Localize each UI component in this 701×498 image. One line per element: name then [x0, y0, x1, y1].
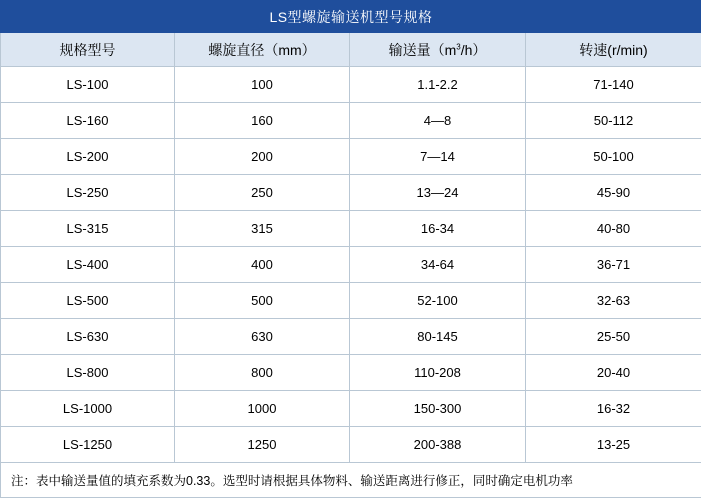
cell-model: LS-250 [1, 175, 175, 211]
table-note: 注：表中输送量值的填充系数为0.33。选型时请根据具体物料、输送距离进行修正，同时确定电机功率 [1, 463, 701, 498]
cell-diameter: 200 [175, 139, 350, 175]
cell-model: LS-400 [1, 247, 175, 283]
cell-diameter: 315 [175, 211, 350, 247]
cell-capacity: 1.1-2.2 [350, 67, 526, 103]
cell-diameter: 630 [175, 319, 350, 355]
column-header-diameter [175, 33, 350, 67]
cell-capacity: 34-64 [350, 247, 526, 283]
cell-speed: 50-112 [526, 103, 701, 139]
table-header-row [1, 33, 701, 67]
table-title-row [1, 1, 701, 33]
cell-diameter: 1000 [175, 391, 350, 427]
column-header-speed: 转速(r/min) [526, 33, 701, 67]
page-title: LS型螺旋输送机型号规格 [1, 1, 701, 33]
cell-speed: 71-140 [526, 67, 701, 103]
cell-speed: 20-40 [526, 355, 701, 391]
table-row [1, 139, 701, 175]
cell-capacity: 13—24 [350, 175, 526, 211]
cell-speed: 32-63 [526, 283, 701, 319]
cell-capacity: 7—14 [350, 139, 526, 175]
cell-model: LS-630 [1, 319, 175, 355]
cell-speed: 13-25 [526, 427, 701, 463]
diameter-label-tail: ） [302, 42, 316, 58]
table-row [1, 427, 701, 463]
capacity-label-tail: /h） [461, 42, 487, 58]
table-row [1, 319, 701, 355]
cell-model: LS-1000 [1, 391, 175, 427]
column-header-capacity [350, 33, 526, 67]
cell-diameter: 100 [175, 67, 350, 103]
cell-model: LS-200 [1, 139, 175, 175]
cell-speed: 40-80 [526, 211, 701, 247]
cell-speed: 50-100 [526, 139, 701, 175]
column-header-model: 规格型号 [1, 33, 175, 67]
cell-diameter: 500 [175, 283, 350, 319]
cell-model: LS-800 [1, 355, 175, 391]
table-row [1, 67, 701, 103]
cell-diameter: 160 [175, 103, 350, 139]
cell-capacity: 52-100 [350, 283, 526, 319]
cell-capacity: 150-300 [350, 391, 526, 427]
capacity-unit-exponent: 3 [456, 42, 460, 51]
cell-model: LS-315 [1, 211, 175, 247]
cell-diameter: 800 [175, 355, 350, 391]
cell-capacity: 16-34 [350, 211, 526, 247]
table-row [1, 247, 701, 283]
cell-model: LS-100 [1, 67, 175, 103]
diameter-unit: mm [278, 42, 301, 58]
capacity-label-main: 输送量（m [389, 42, 457, 58]
cell-speed: 25-50 [526, 319, 701, 355]
cell-model: LS-500 [1, 283, 175, 319]
cell-diameter: 400 [175, 247, 350, 283]
cell-speed: 45-90 [526, 175, 701, 211]
cell-diameter: 1250 [175, 427, 350, 463]
table-row [1, 283, 701, 319]
cell-speed: 36-71 [526, 247, 701, 283]
cell-model: LS-1250 [1, 427, 175, 463]
diameter-label-main: 螺旋直径（ [208, 42, 278, 58]
cell-capacity: 200-388 [350, 427, 526, 463]
table-row [1, 175, 701, 211]
cell-model: LS-160 [1, 103, 175, 139]
cell-diameter: 250 [175, 175, 350, 211]
table-note-row [1, 463, 701, 498]
table-row [1, 355, 701, 391]
table-row [1, 391, 701, 427]
table-row [1, 103, 701, 139]
cell-speed: 16-32 [526, 391, 701, 427]
cell-capacity: 80-145 [350, 319, 526, 355]
cell-capacity: 4—8 [350, 103, 526, 139]
table-row [1, 211, 701, 247]
cell-capacity: 110-208 [350, 355, 526, 391]
